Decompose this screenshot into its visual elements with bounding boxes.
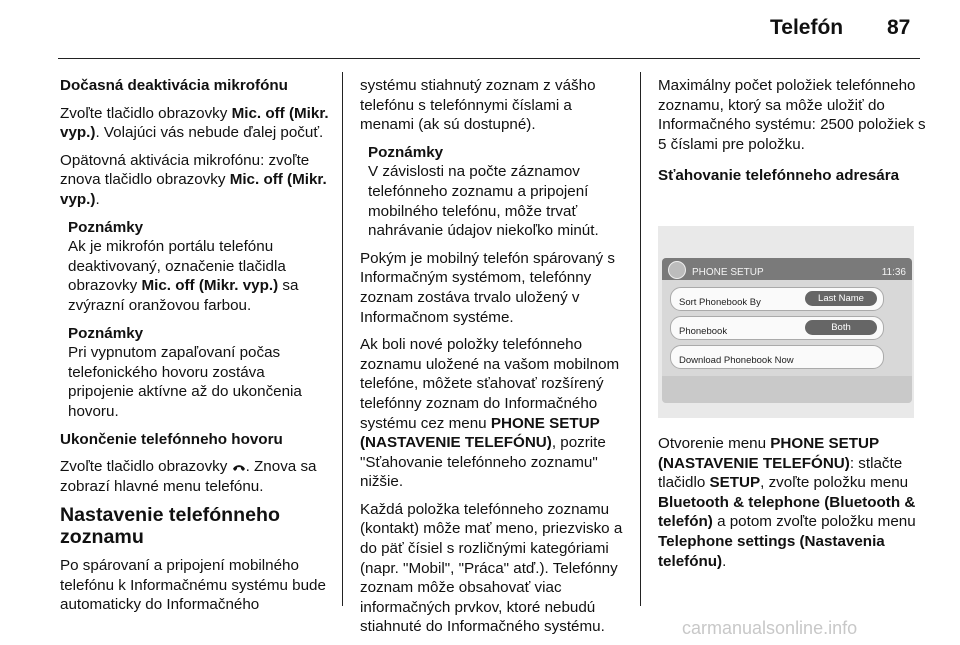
note-mic	[68, 218, 332, 316]
column-divider	[342, 72, 343, 606]
setting-label: Download Phonebook Now	[679, 354, 794, 366]
menu-ref: PHONE SETUP (NASTAVENIE TELEFÓNU)	[360, 414, 600, 452]
text: a potom zvoľte položku menu	[712, 513, 916, 531]
paragraph-phonebook-intro: Po spárovaní a pripojení mobilného telefónu k Informačnému systému bude automaticky do Informačného	[60, 557, 326, 614]
setting-label: Sort Phonebook By	[679, 296, 761, 308]
screen-bottom-bar	[662, 376, 912, 403]
heading-mute-mic: Dočasná deaktivácia mikrofónu	[60, 77, 288, 94]
text: Ak boli nové položky telefónneho zoznamu uložené na vašom mobilnom telefóne, môžete sťahovať rozšírený telefónny zoznam do Informačného systému cez menu	[360, 336, 620, 432]
page-header-title: Telefón	[770, 16, 844, 39]
text: . Volajúci vás nebude ďalej počuť.	[95, 124, 324, 142]
paragraph-update	[360, 335, 628, 492]
button-ref: SETUP	[709, 474, 761, 492]
phone-setup-screen	[662, 258, 912, 403]
text: , pozrite "Sťahovanie telefónneho zoznamu" nižšie.	[360, 434, 606, 491]
phone-menu-icon	[668, 261, 686, 279]
paragraph-unmute-mic	[60, 151, 332, 210]
text: Zvoľte tlačidlo obrazovky	[60, 104, 232, 122]
paragraph-entries: Každá položka telefónneho zoznamu (kontakt) môže mať meno, priezvisko a do päť čísiel s rozličnými kategóriami (napr. "Mobil", "Práca" atď.). Telefónny zoznam môže obsahovať viac informačných prvkov, ktoré nebudú stiahnuté do Informačného systému.	[360, 500, 623, 636]
setting-value[interactable]: Both	[805, 320, 877, 335]
text: Otvorenie menu	[658, 434, 771, 452]
setting-row-download-phonebook[interactable]	[670, 345, 884, 369]
page-number: 87	[887, 16, 911, 39]
menu-ref: PHONE SETUP (NASTAVENIE TELEFÓNU)	[658, 434, 879, 472]
text: .	[95, 190, 100, 208]
note-duration	[368, 143, 628, 241]
paragraph-mute-mic	[60, 104, 332, 143]
note-title: Poznámky	[68, 218, 144, 236]
paragraph-storage: Pokým je mobilný telefón spárovaný s Informačným systémom, telefónny zoznam zostáva trvalo uložený v Informačnom systéme.	[360, 249, 615, 326]
text: Pri vypnutom zapaľovaní počas telefonického hovoru zostáva pripojenie aktívne až do ukončenia hovoru.	[68, 344, 302, 420]
column-divider	[640, 72, 641, 606]
note-title: Poznámky	[368, 143, 444, 161]
phone-setup-screen-figure	[658, 226, 914, 418]
button-ref: Mic. off (Mikr. vyp.)	[60, 104, 329, 142]
watermark-footer: carmanualsonline.info	[682, 618, 858, 638]
column-3	[658, 76, 926, 579]
text: . Znova sa zobrazí hlavné menu telefónu.	[60, 458, 317, 495]
column-2	[360, 76, 628, 645]
screen-titlebar	[662, 258, 912, 280]
text: V závislosti na počte záznamov telefónneho zoznamu a pripojení mobilného telefónu, môže trvať nahrávanie údajov niekoľko minút.	[368, 163, 599, 240]
section-title-phonebook: Nastavenie telefónneho zoznamu	[60, 504, 280, 549]
text: : stlačte tlačidlo	[658, 454, 903, 492]
button-ref: Mic. off (Mikr. vyp.)	[60, 171, 327, 208]
screen-clock: 11:36	[881, 266, 906, 278]
menu-ref: Telephone settings (Nastavenia telefónu)	[658, 532, 885, 570]
text: sa zvýrazní oranžovou farbou.	[68, 277, 299, 314]
header-rule	[58, 58, 920, 59]
heading-end-call: Ukončenie telefónneho hovoru	[60, 430, 283, 448]
paragraph-max-entries: Maximálny počet položiek telefónneho zoznamu, ktorý sa môže uložiť do Informačného systému: 2500 položiek s 5 číslami pre položku.	[658, 77, 926, 153]
note-title: Poznámky	[68, 324, 144, 342]
setting-row-sort-phonebook[interactable]	[670, 287, 884, 311]
note-ignition	[68, 324, 332, 422]
menu-ref: Bluetooth & telephone (Bluetooth & telefón)	[658, 493, 916, 531]
text: Opätovná aktivácia mikrofónu: zvoľte znova tlačidlo obrazovky	[60, 151, 310, 189]
setting-row-phonebook[interactable]	[670, 316, 884, 340]
text: , zvoľte položku menu	[760, 474, 909, 492]
setting-value[interactable]: Last Name	[805, 291, 877, 306]
screen-title: PHONE SETUP	[692, 266, 764, 278]
column-1	[60, 76, 332, 623]
setting-label: Phonebook	[679, 325, 728, 337]
heading-download-phonebook: Sťahovanie telefónneho adresára	[658, 167, 900, 185]
paragraph-download: systému stiahnutý zoznam z vášho telefónu s telefónnymi číslami a menami (ak sú dostupné).	[360, 77, 596, 134]
hang-up-phone-icon	[232, 463, 246, 472]
paragraph-open-menu	[658, 434, 926, 571]
paragraph-end-call	[60, 457, 332, 496]
text: .	[722, 552, 727, 570]
text: Ak je mikrofón portálu telefónu deaktivovaný, označenie tlačidla obrazovky	[68, 238, 286, 295]
button-ref: Mic. off (Mikr. vyp.)	[141, 277, 279, 295]
text: Zvoľte tlačidlo obrazovky	[60, 458, 232, 476]
